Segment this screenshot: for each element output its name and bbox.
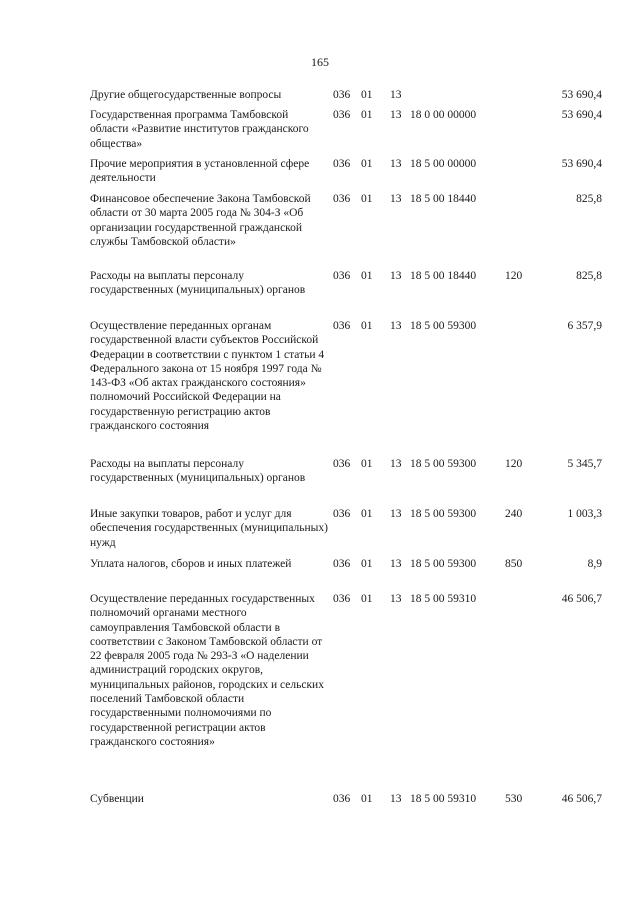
row-name: Другие общегосударственные вопросы bbox=[90, 89, 282, 101]
row-name: Прочие мероприятия в установленной сфере деятельности bbox=[90, 158, 310, 185]
row-rz: 01 bbox=[361, 89, 373, 101]
row-amount: 1 003,3 bbox=[567, 508, 602, 520]
row-csr: 18 5 00 59300 bbox=[410, 320, 477, 332]
row-grbs: 036 bbox=[333, 109, 351, 121]
row-rz: 01 bbox=[361, 270, 373, 282]
row-name: Финансовое обеспечение Закона Тамбовской области от 30 марта 2005 года № 304-З «Об организации государственной гражданской службы Тамбовской области» bbox=[90, 193, 311, 248]
row-name: Иные закупки товаров, работ и услуг для обеспечения государственных (муниципальных) нужд bbox=[90, 508, 328, 549]
table-row bbox=[0, 192, 640, 269]
table-row bbox=[0, 108, 640, 157]
row-name: Субвенции bbox=[90, 793, 144, 805]
row-amount: 53 690,4 bbox=[561, 158, 602, 170]
row-name: Уплата налогов, сборов и иных платежей bbox=[90, 558, 292, 570]
row-csr: 18 5 00 59310 bbox=[410, 593, 477, 605]
row-csr: 18 5 00 00000 bbox=[410, 158, 477, 170]
row-rz: 01 bbox=[361, 558, 373, 570]
row-grbs: 036 bbox=[333, 593, 351, 605]
row-rz: 01 bbox=[361, 793, 373, 805]
row-pr: 13 bbox=[390, 158, 402, 170]
row-pr: 13 bbox=[390, 109, 402, 121]
row-grbs: 036 bbox=[333, 270, 351, 282]
row-pr: 13 bbox=[390, 508, 402, 520]
row-rz: 01 bbox=[361, 320, 373, 332]
table-row bbox=[0, 792, 640, 812]
row-rz: 01 bbox=[361, 193, 373, 205]
row-amount: 53 690,4 bbox=[561, 109, 602, 121]
row-csr: 18 5 00 18440 bbox=[410, 193, 477, 205]
row-csr: 18 5 00 18440 bbox=[410, 270, 477, 282]
budget-table bbox=[0, 88, 640, 812]
row-grbs: 036 bbox=[333, 89, 351, 101]
table-row bbox=[0, 269, 640, 319]
row-rz: 01 bbox=[361, 109, 373, 121]
row-pr: 13 bbox=[390, 593, 402, 605]
table-row bbox=[0, 507, 640, 557]
row-rz: 01 bbox=[361, 458, 373, 470]
row-pr: 13 bbox=[390, 793, 402, 805]
row-grbs: 036 bbox=[333, 793, 351, 805]
row-pr: 13 bbox=[390, 458, 402, 470]
row-grbs: 036 bbox=[333, 508, 351, 520]
row-grbs: 036 bbox=[333, 458, 351, 470]
row-vr: 240 bbox=[505, 508, 523, 520]
row-vr: 850 bbox=[505, 558, 523, 570]
row-rz: 01 bbox=[361, 158, 373, 170]
row-csr: 18 5 00 59300 bbox=[410, 558, 477, 570]
table-row bbox=[0, 592, 640, 792]
page-number: 165 bbox=[311, 55, 329, 69]
table-row bbox=[0, 457, 640, 507]
row-vr: 120 bbox=[505, 270, 523, 282]
row-grbs: 036 bbox=[333, 558, 351, 570]
row-amount: 46 506,7 bbox=[561, 793, 602, 805]
row-amount: 53 690,4 bbox=[561, 89, 602, 101]
row-csr: 18 5 00 59300 bbox=[410, 458, 477, 470]
row-pr: 13 bbox=[390, 270, 402, 282]
row-amount: 46 506,7 bbox=[561, 593, 602, 605]
row-pr: 13 bbox=[390, 320, 402, 332]
table-row bbox=[0, 557, 640, 592]
row-rz: 01 bbox=[361, 508, 373, 520]
table-row bbox=[0, 319, 640, 457]
row-pr: 13 bbox=[390, 89, 402, 101]
row-amount: 8,9 bbox=[587, 558, 602, 570]
row-name: Осуществление переданных органам государственной власти субъектов Российской Федерации в соответствии с пунктом 1 статьи 4 Федерального закона от 15 ноября 1997 года № 143-ФЗ «Об актах гражданского состояния» полномочий Российской Федерации на государственную регистрацию актов гражданского состояния bbox=[90, 320, 325, 433]
row-grbs: 036 bbox=[333, 320, 351, 332]
row-amount: 5 345,7 bbox=[567, 458, 602, 470]
row-name: Расходы на выплаты персоналу государственных (муниципальных) органов bbox=[90, 270, 306, 297]
row-csr: 18 5 00 59300 bbox=[410, 508, 477, 520]
row-csr: 18 0 00 00000 bbox=[410, 109, 477, 121]
row-name: Осуществление переданных государственных полномочий органами местного самоуправления Тамбовской области в соответствии с Законом Тамбовской области от 22 февраля 2005 года № 293-З «О наделении администраций городских округов, муниципальных районов, городских и сельских поселений Тамбовской области государственными полномочиями по государственной регистрации актов гражданского состояния» bbox=[90, 593, 324, 748]
row-vr: 120 bbox=[505, 458, 523, 470]
row-vr: 530 bbox=[505, 793, 523, 805]
row-grbs: 036 bbox=[333, 158, 351, 170]
row-pr: 13 bbox=[390, 558, 402, 570]
table-row bbox=[0, 88, 640, 108]
row-rz: 01 bbox=[361, 593, 373, 605]
row-name: Государственная программа Тамбовской области «Развитие институтов гражданского общества» bbox=[90, 109, 309, 150]
row-name: Расходы на выплаты персоналу государственных (муниципальных) органов bbox=[90, 458, 306, 485]
row-csr: 18 5 00 59310 bbox=[410, 793, 477, 805]
row-grbs: 036 bbox=[333, 193, 351, 205]
row-amount: 825,8 bbox=[576, 193, 602, 205]
table-row bbox=[0, 157, 640, 192]
row-pr: 13 bbox=[390, 193, 402, 205]
row-amount: 6 357,9 bbox=[567, 320, 602, 332]
row-amount: 825,8 bbox=[576, 270, 602, 282]
